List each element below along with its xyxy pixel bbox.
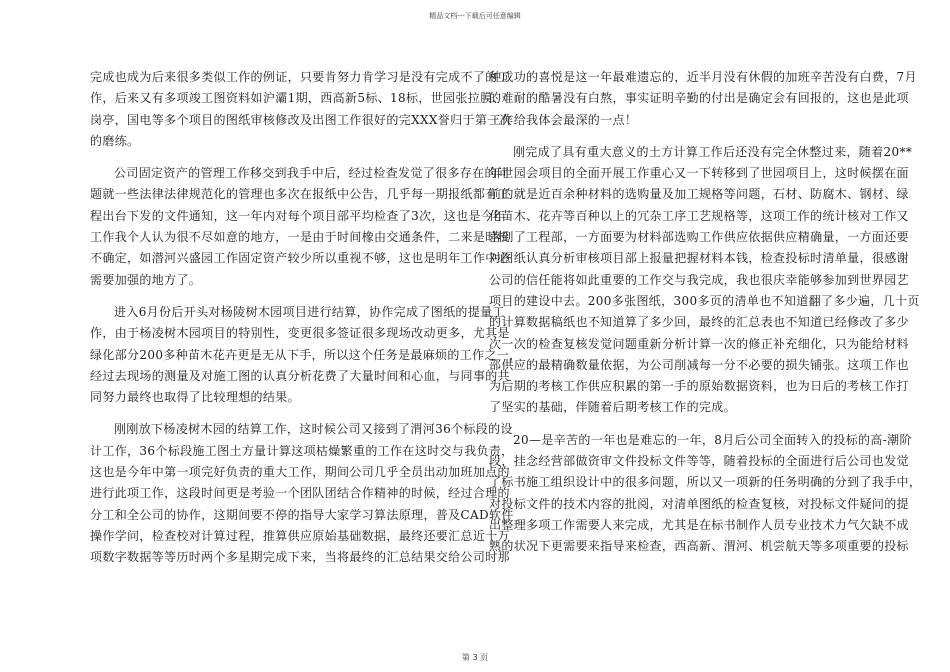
text-line: 熟的状况下更需要来指导来检查，西高新、渭河、机尝航天等多项重要的投标	[489, 539, 909, 554]
text-line: 进入6月份后开头对杨陵树木园项目进行结算，协作完成了图纸的提量工	[114, 304, 505, 319]
text-line: 落到了工程部，一方面要为材料部选购工作供应依据供应精确量，一方面还要	[489, 230, 909, 245]
text-line: 操作学问，检查校对计算过程，推算供应原始基础数据，最终还要汇总近十万	[90, 528, 510, 543]
text-line: 段，挂念经营部做资审文件投标文件等等，随着投标的全面进行后公司也发觉	[489, 454, 909, 469]
paragraph	[90, 67, 512, 152]
text-line: 年世园会项目的全面开展工作重心又一下转移到了世园项目上，这时候摆在面	[489, 166, 909, 181]
page-header: 精品文档---下载后可任意编辑	[429, 12, 521, 20]
left-column	[90, 67, 522, 569]
text-line: 化苗木、花卉等百种以上的冗杂工序工艺规格等，这项工作的统计核对工作又	[489, 208, 909, 223]
page-number: 第 3 页	[461, 653, 489, 662]
paragraph	[90, 302, 522, 408]
text-line: 出整理多项工作需要人来完成，尤其是在标书制作人员专业技术力气欠缺不成	[489, 517, 909, 532]
right-column	[489, 67, 922, 558]
text-line: 项目的建设中去。200多张图纸，300多页的清单也不知道翻了多少遍，几十页	[489, 293, 920, 308]
text-line: 前的就是近百余种材料的选购量及加工规格等问题，石材、防腐木、钢材、绿	[489, 187, 909, 202]
text-line: 项数字数据等等历时两个多星期完成下来，当将最终的汇总结果交给公司时那	[90, 550, 510, 565]
text-line: 刚完成了具有重大意义的土方计算工作后还没有完全休整过来，随着20**	[513, 144, 913, 159]
text-line: 作，后来又有多项竣工图资料如沪灞1期，西高新5标、18标，世园张拉膜、	[90, 91, 505, 106]
paragraph	[90, 163, 510, 291]
text-line: 种成功的喜悦是这一年最难遗忘的，近半月没有休假的加班辛苦没有白费，7月	[489, 70, 917, 84]
text-line: 工作我个人认为很不尽如意的地方，一是由于时间橡由交通条件，二来是时机	[90, 230, 510, 245]
text-line: 完成也成为后来很多类似工作的例证，只要肯努力肯学习是没有完成不了的工	[90, 70, 510, 84]
text-line: 的计算数据稿纸也不知道算了多少回，最终的汇总表也不知道已经修改了多少	[489, 315, 909, 330]
text-line: 了坚实的基础，伴随着后期考核工作的完成。	[489, 400, 737, 415]
text-line: 这也是今年中第一项完好负责的重大工作，期间公司几乎全员出动加班加点的	[90, 465, 510, 480]
text-line: 岗亭，国电等多个项目的图纸审核修改及出图工作很好的完XXX誉归于第一次	[90, 112, 512, 127]
text-line: 同努力最终也取得了比较理想的结果。	[90, 390, 300, 405]
text-line: 题就一些法律法律规范化的管理也多次在报纸中公告，几乎每一期报纸都有工	[90, 187, 510, 202]
paragraph	[489, 67, 917, 131]
text-line: 工作给我体会最深的一点！	[489, 112, 638, 127]
text-line: 分工和全公司的协作，这期间要不停的指导大家学习算法原理，普及CAD软件	[90, 507, 514, 522]
text-line: 公司固定资产的管理工作移交到我手中后，经过检查发觉了很多存在的问	[114, 166, 510, 181]
text-line: 程出台下发的文件通知，这一年内对每个项目部平均检查了3次，这也是今年	[90, 208, 506, 223]
text-line: 进行此项工作，这段时间更是考验一个团队团结合作精神的时候，经过合理的	[90, 486, 510, 501]
text-line: 绿化部分200多种苗木花卉更是无从下手，所以这个任务是最麻烦的工作之一，	[90, 347, 522, 362]
text-line: 的难耐的酷暑没有白熬，事实证明辛勤的付出是确定会有回报的，这也是此项	[489, 91, 909, 106]
text-line: 需要加强的地方了。	[90, 272, 202, 287]
text-line: 对图纸认真分析审核项目部上报量把握材料本钱，检查投标时清单量，很感谢	[489, 251, 909, 266]
paragraph	[90, 419, 514, 568]
text-line: 为后期的考核工作供应积累的第一手的原始数据资料，也为日后的考核工作打	[489, 379, 909, 394]
text-line: 刚刚放下杨凌树木园的结算工作，这时候公司又接到了渭河36个标段的设	[114, 422, 513, 437]
text-line: 的磨练。	[90, 133, 140, 148]
text-line: 作，由于杨凌树木园项目的特别性，变更很多签证很多现场改动更多，尤其是	[90, 326, 510, 341]
text-line: 计工作，36个标段施工图土方量计算这项枯燥繁重的工作在这时交与我负责，	[90, 443, 514, 458]
paragraph	[489, 142, 920, 419]
text-line: 公司的信任能将如此重要的工作交与我完成，我也很庆幸能够参加到世界园艺	[489, 272, 909, 287]
text-line: 次一次的检查复核发觉问题重新分析计算一次的修正补充细化，只为能给材料	[489, 336, 909, 351]
text-line: 对投标文件的技术内容的批阅，对清单图纸的检查复核，对投标文件疑问的提	[489, 496, 909, 511]
text-line: 不确定，如潜河兴盛园工作固定资产较少所以重视不够，这也是明年工作中必	[90, 251, 510, 266]
text-line: 部供应的最精确数量依据，为公司削减每一分不必要的损失铺张。这项工作也	[489, 357, 909, 372]
text-line: 经过去现场的测量及对施工图的认真分析花费了大量时间和心血，与同事的共	[90, 368, 510, 383]
text-line: 了标书施工组织设计中的很多问题，所以又一项新的任务明确的分到了我手中，	[489, 475, 922, 490]
text-line: 20—是辛苦的一年也是难忘的一年，8月后公司全面转入的投标的高-潮阶	[513, 432, 912, 447]
paragraph	[489, 430, 922, 558]
